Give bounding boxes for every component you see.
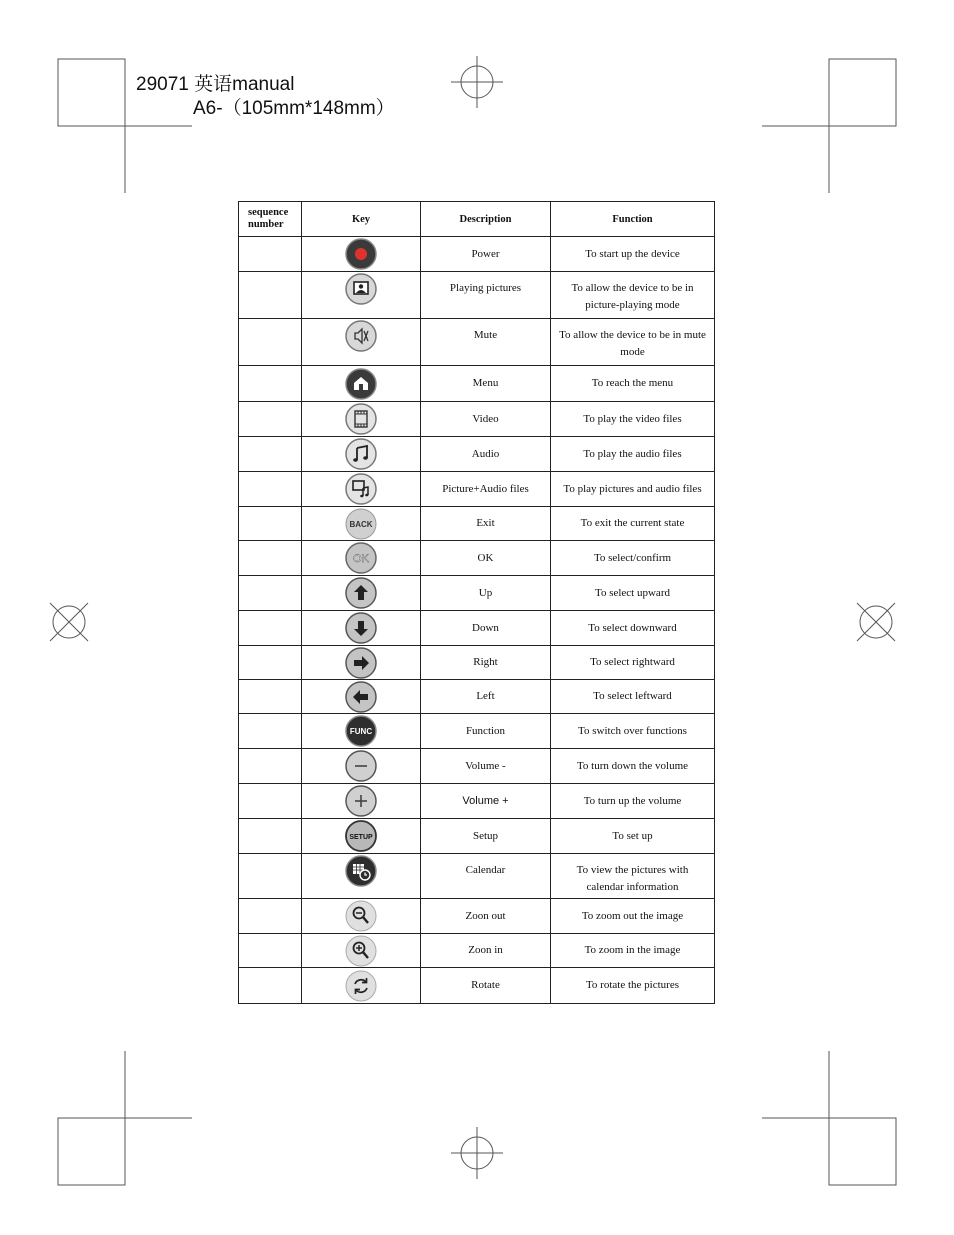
- function-cell: To allow the device to be in mute mode: [551, 319, 715, 366]
- plus-icon: [345, 785, 377, 817]
- svg-text:OK: OK: [353, 553, 369, 565]
- menu-home-icon: [345, 368, 377, 400]
- function-cell: To rotate the pictures: [551, 968, 715, 1004]
- key-cell: [302, 854, 421, 899]
- table-row: [239, 680, 715, 714]
- key-cell: [302, 646, 421, 680]
- sequence-cell: [239, 819, 302, 854]
- sequence-cell: [239, 934, 302, 968]
- description-cell: Function: [421, 714, 551, 749]
- description-cell: Zoon in: [421, 934, 551, 968]
- key-cell: [302, 749, 421, 784]
- minus-icon: [345, 750, 377, 782]
- function-cell: To turn up the volume: [551, 784, 715, 819]
- zoom-out-icon: [345, 900, 377, 932]
- table-row: [239, 507, 715, 541]
- description-cell: Picture+Audio files: [421, 472, 551, 507]
- description-cell: Video: [421, 402, 551, 437]
- description-cell: Volume +: [421, 784, 551, 819]
- sequence-cell: [239, 366, 302, 402]
- down-arrow-icon: [345, 612, 377, 644]
- power-icon: [345, 238, 377, 270]
- header-subtitle: A6-（105mm*148mm）: [193, 98, 395, 119]
- function-cell: To select rightward: [551, 646, 715, 680]
- sequence-cell: [239, 680, 302, 714]
- table-row: [239, 576, 715, 611]
- right-arrow-icon: [345, 647, 377, 679]
- table-row: [239, 784, 715, 819]
- key-cell: [302, 714, 421, 749]
- setup-icon: [345, 820, 377, 852]
- sequence-cell: [239, 402, 302, 437]
- key-cell: [302, 472, 421, 507]
- column-header-description: Description: [421, 202, 551, 237]
- description-cell: Menu: [421, 366, 551, 402]
- table-row: [239, 611, 715, 646]
- column-header-sequence: sequence number: [239, 202, 302, 237]
- function-cell: To select upward: [551, 576, 715, 611]
- video-icon: [345, 403, 377, 435]
- function-cell: To reach the menu: [551, 366, 715, 402]
- function-cell: To view the pictures with calendar information: [551, 854, 715, 899]
- svg-text:FUNC: FUNC: [349, 727, 373, 736]
- column-header-function: Function: [551, 202, 715, 237]
- left-arrow-icon: [345, 681, 377, 713]
- picture-audio-icon: [345, 473, 377, 505]
- table-row: [239, 714, 715, 749]
- up-arrow-icon: [345, 577, 377, 609]
- key-cell: [302, 819, 421, 854]
- function-cell: To play the audio files: [551, 437, 715, 472]
- table-row: [239, 646, 715, 680]
- sequence-cell: [239, 784, 302, 819]
- key-cell: [302, 437, 421, 472]
- sequence-cell: [239, 899, 302, 934]
- description-cell: Volume -: [421, 749, 551, 784]
- func-icon: [345, 715, 377, 747]
- key-cell: [302, 366, 421, 402]
- rotate-icon: [345, 970, 377, 1002]
- description-cell: Right: [421, 646, 551, 680]
- table-row: [239, 854, 715, 899]
- sequence-cell: [239, 968, 302, 1004]
- key-cell: [302, 319, 421, 366]
- table-row: [239, 237, 715, 272]
- function-cell: To play the video files: [551, 402, 715, 437]
- function-cell: To set up: [551, 819, 715, 854]
- svg-text:BACK: BACK: [349, 519, 373, 529]
- sequence-cell: [239, 507, 302, 541]
- key-cell: [302, 402, 421, 437]
- header-title: 29071 英语manual: [136, 74, 295, 95]
- description-cell: Up: [421, 576, 551, 611]
- key-cell: [302, 272, 421, 319]
- sequence-cell: [239, 437, 302, 472]
- sequence-cell: [239, 472, 302, 507]
- sequence-cell: [239, 541, 302, 576]
- description-cell: Rotate: [421, 968, 551, 1004]
- description-cell: Zoon out: [421, 899, 551, 934]
- key-cell: [302, 576, 421, 611]
- sequence-cell: [239, 272, 302, 319]
- description-cell: Power: [421, 237, 551, 272]
- description-cell: Audio: [421, 437, 551, 472]
- key-cell: [302, 784, 421, 819]
- table-row: [239, 541, 715, 576]
- description-cell: OK: [421, 541, 551, 576]
- audio-icon: [345, 438, 377, 470]
- key-cell: [302, 968, 421, 1004]
- function-cell: To zoom in the image: [551, 934, 715, 968]
- function-cell: To select downward: [551, 611, 715, 646]
- sequence-cell: [239, 611, 302, 646]
- description-cell: Down: [421, 611, 551, 646]
- function-cell: To exit the current state: [551, 507, 715, 541]
- function-cell: To switch over functions: [551, 714, 715, 749]
- svg-text:SETUP: SETUP: [349, 834, 373, 841]
- table-row: [239, 402, 715, 437]
- key-cell: [302, 507, 421, 541]
- table-row: [239, 437, 715, 472]
- key-cell: [302, 934, 421, 968]
- sequence-cell: [239, 749, 302, 784]
- sequence-cell: [239, 714, 302, 749]
- sequence-cell: [239, 646, 302, 680]
- function-cell: To zoom out the image: [551, 899, 715, 934]
- function-cell: To select/confirm: [551, 541, 715, 576]
- sequence-cell: [239, 237, 302, 272]
- ok-icon: [345, 542, 377, 574]
- key-cell: [302, 680, 421, 714]
- zoom-in-icon: [345, 935, 377, 967]
- description-cell: Left: [421, 680, 551, 714]
- table-row: [239, 749, 715, 784]
- description-cell: Mute: [421, 319, 551, 366]
- table-row: [239, 319, 715, 366]
- function-cell: To start up the device: [551, 237, 715, 272]
- table-header-row: [239, 202, 715, 237]
- table-row: [239, 968, 715, 1004]
- sequence-cell: [239, 854, 302, 899]
- key-cell: [302, 541, 421, 576]
- table-row: [239, 472, 715, 507]
- key-cell: [302, 899, 421, 934]
- sequence-cell: [239, 576, 302, 611]
- function-cell: To play pictures and audio files: [551, 472, 715, 507]
- table-row: [239, 934, 715, 968]
- description-cell: Calendar: [421, 854, 551, 899]
- key-cell: [302, 611, 421, 646]
- function-cell: To allow the device to be in picture-playing mode: [551, 272, 715, 319]
- function-cell: To select leftward: [551, 680, 715, 714]
- function-cell: To turn down the volume: [551, 749, 715, 784]
- key-function-table: [238, 201, 715, 1004]
- description-cell: Setup: [421, 819, 551, 854]
- description-cell: Exit: [421, 507, 551, 541]
- table-row: [239, 899, 715, 934]
- table-row: [239, 819, 715, 854]
- back-icon: [345, 508, 377, 540]
- table-row: [239, 366, 715, 402]
- picture-icon: [345, 273, 377, 305]
- mute-icon: [345, 320, 377, 352]
- column-header-key: Key: [302, 202, 421, 237]
- table-row: [239, 272, 715, 319]
- key-cell: [302, 237, 421, 272]
- calendar-icon: [345, 855, 377, 887]
- sequence-cell: [239, 319, 302, 366]
- description-cell: Playing pictures: [421, 272, 551, 319]
